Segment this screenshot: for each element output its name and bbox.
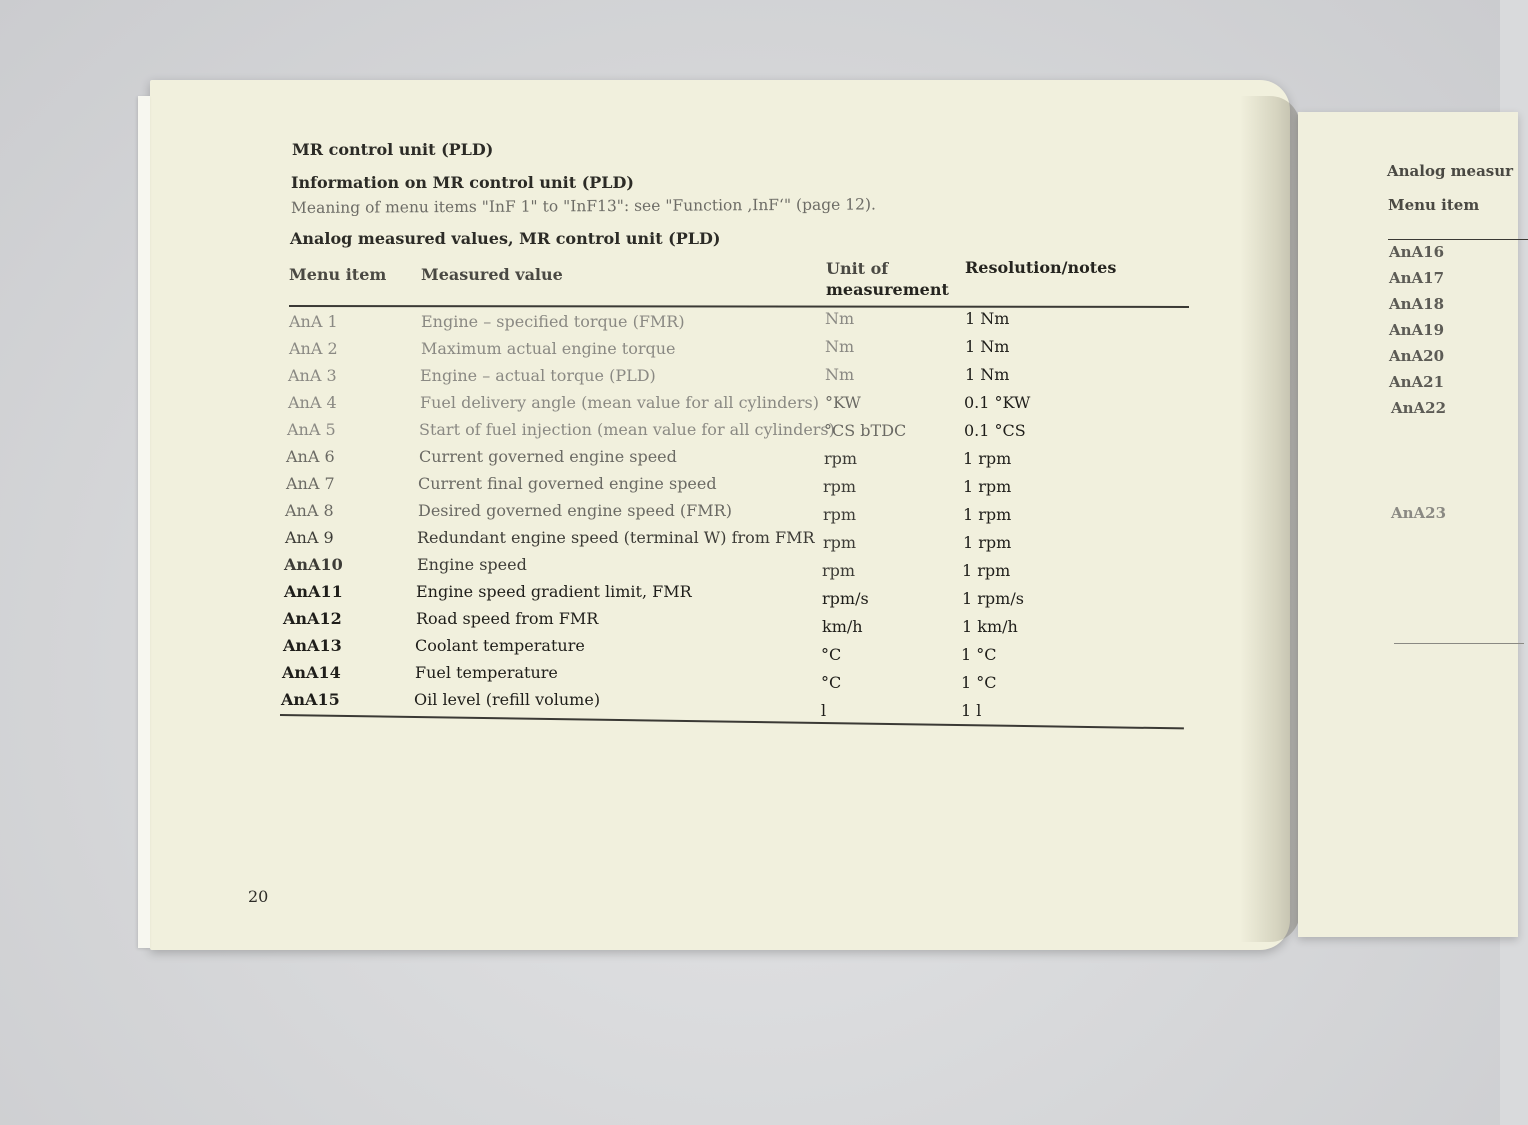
resolution-cell: 1 rpm <box>963 477 1012 496</box>
resolution-cell: 1 Nm <box>965 337 1010 356</box>
section-title: MR control unit (PLD) <box>292 140 494 159</box>
menu-item-cell: AnA 1 <box>289 312 338 331</box>
right-header-divider <box>1388 239 1528 240</box>
resolution-cell: 1 rpm <box>962 561 1011 580</box>
measured-value-cell: Desired governed engine speed (FMR) <box>418 501 732 520</box>
unit-cell: Nm <box>825 337 855 356</box>
menu-item-cell: AnA 5 <box>287 420 336 439</box>
right-page <box>1298 112 1518 937</box>
menu-item-cell: AnA 8 <box>285 501 334 520</box>
measured-value-cell: Coolant temperature <box>415 636 585 655</box>
measured-value-cell: Current final governed engine speed <box>418 474 717 493</box>
right-menu-item: AnA23 <box>1391 504 1447 522</box>
right-menu-item: AnA18 <box>1389 295 1445 313</box>
measured-value-cell: Engine speed gradient limit, FMR <box>416 582 692 601</box>
right-bottom-divider <box>1394 643 1524 644</box>
right-menu-item: AnA22 <box>1391 399 1447 417</box>
right-menu-item: AnA21 <box>1389 373 1445 391</box>
book-gutter <box>1240 96 1300 942</box>
page-number: 20 <box>248 887 269 906</box>
right-header-menu-item: Menu item <box>1388 196 1480 214</box>
resolution-cell: 0.1 °KW <box>964 393 1031 412</box>
unit-cell: °C <box>821 673 842 692</box>
resolution-cell: 1 rpm <box>963 533 1012 552</box>
resolution-cell: 0.1 °CS <box>964 421 1026 440</box>
menu-item-cell: AnA13 <box>283 636 342 655</box>
menu-item-cell: AnA10 <box>284 555 343 574</box>
unit-cell: °KW <box>825 393 861 412</box>
right-table-title: Analog measur <box>1387 162 1514 180</box>
header-unit-line2: measurement <box>826 280 949 299</box>
unit-cell: Nm <box>825 309 855 328</box>
unit-cell: km/h <box>822 617 863 636</box>
right-menu-item: AnA20 <box>1389 347 1445 365</box>
unit-cell: l <box>821 701 827 720</box>
measured-value-cell: Redundant engine speed (terminal W) from FMR <box>417 528 815 547</box>
measured-value-cell: Road speed from FMR <box>416 609 599 628</box>
measured-value-cell: Oil level (refill volume) <box>414 690 601 709</box>
measured-value-cell: Engine speed <box>417 555 527 574</box>
table-title: Analog measured values, MR control unit (PLD) <box>290 229 721 248</box>
unit-cell: rpm <box>823 477 857 496</box>
menu-item-cell: AnA 2 <box>289 339 338 358</box>
unit-cell: rpm <box>822 561 856 580</box>
header-unit-line1: Unit of <box>826 259 889 278</box>
menu-note: Meaning of menu items "InF 1" to "InF13": see "Function ‚InF‘" (page 12). <box>290 195 876 217</box>
unit-cell: rpm <box>823 533 857 552</box>
unit-cell: rpm <box>823 505 857 524</box>
menu-item-cell: AnA 3 <box>288 366 337 385</box>
resolution-cell: 1 km/h <box>962 617 1018 636</box>
unit-cell: °C <box>821 645 842 664</box>
menu-item-cell: AnA14 <box>282 663 341 682</box>
resolution-cell: 1 Nm <box>965 309 1010 328</box>
menu-item-cell: AnA 4 <box>288 393 337 412</box>
unit-cell: °CS bTDC <box>824 421 907 440</box>
resolution-cell: 1 °C <box>961 645 997 664</box>
right-menu-item: AnA19 <box>1389 321 1445 339</box>
measured-value-cell: Current governed engine speed <box>419 447 677 466</box>
resolution-cell: 1 rpm <box>963 505 1012 524</box>
menu-item-cell: AnA15 <box>281 690 340 709</box>
menu-item-cell: AnA12 <box>283 609 342 628</box>
measured-value-cell: Maximum actual engine torque <box>421 339 676 358</box>
header-measured-value: Measured value <box>421 265 563 284</box>
resolution-cell: 1 Nm <box>965 365 1010 384</box>
header-menu-item: Menu item <box>289 265 387 284</box>
resolution-cell: 1 °C <box>961 673 997 692</box>
menu-item-cell: AnA 6 <box>286 447 335 466</box>
right-menu-item: AnA16 <box>1389 243 1445 261</box>
measured-value-cell: Start of fuel injection (mean value for all cylinders) <box>419 420 835 439</box>
unit-cell: rpm/s <box>822 589 869 608</box>
unit-cell: rpm <box>824 449 858 468</box>
subsection-title: Information on MR control unit (PLD) <box>291 173 634 192</box>
measured-value-cell: Engine – actual torque (PLD) <box>420 366 656 385</box>
menu-item-cell: AnA 9 <box>285 528 334 547</box>
resolution-cell: 1 rpm <box>963 449 1012 468</box>
measured-value-cell: Engine – specified torque (FMR) <box>421 312 685 331</box>
menu-item-cell: AnA11 <box>284 582 343 601</box>
menu-item-cell: AnA 7 <box>286 474 335 493</box>
right-menu-item: AnA17 <box>1389 269 1445 287</box>
resolution-cell: 1 l <box>961 701 982 720</box>
resolution-cell: 1 rpm/s <box>962 589 1024 608</box>
header-resolution: Resolution/notes <box>965 258 1117 277</box>
measured-value-cell: Fuel delivery angle (mean value for all cylinders) <box>420 393 819 412</box>
unit-cell: Nm <box>825 365 855 384</box>
measured-value-cell: Fuel temperature <box>415 663 558 682</box>
